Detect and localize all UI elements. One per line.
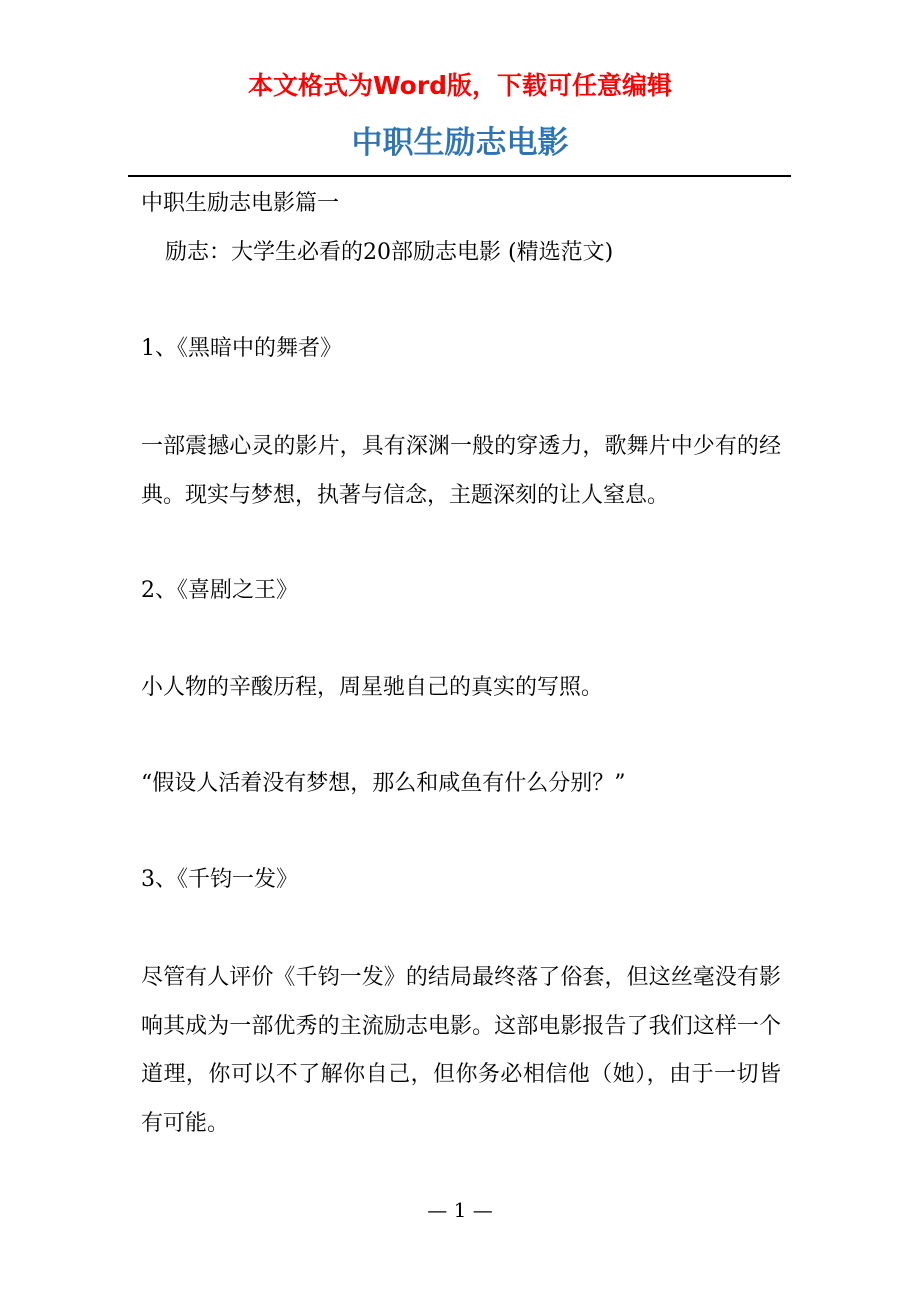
item-2-paragraph: 小人物的辛酸历程，周星驰自己的真实的写照。	[141, 675, 604, 700]
item-3-paragraph: 尽管有人评价《千钧一发》的结局最终落了俗套，但这丝毫没有影响其成为一部优秀的主流励志电影。这部电影报告了我们这样一个道理，你可以不了解你自己，但你务必相信他（她），由于一切皆有可能。	[141, 965, 781, 1136]
item-1-heading: 1、《黑暗中的舞者》	[141, 336, 342, 361]
title-divider	[128, 175, 791, 177]
document-title: 中职生励志电影	[351, 125, 569, 161]
item-3-heading: 3、《千钧一发》	[141, 867, 298, 892]
document-banner: 本文格式为Word版，下载可任意编辑	[247, 71, 673, 100]
page-number: — 1 —	[427, 1198, 493, 1222]
item-1-paragraph: 一部震撼心灵的影片，具有深渊一般的穿透力，歌舞片中少有的经典。现实与梦想，执著与信念，主题深刻的让人窒息。	[141, 434, 781, 508]
item-2-quote: “假设人活着没有梦想，那么和咸鱼有什么分别？”	[141, 771, 626, 796]
subtitle: 励志：大学生必看的20部励志电影 (精选范文)	[165, 240, 614, 265]
section-heading: 中职生励志电影篇一	[141, 191, 340, 216]
item-2-heading: 2、《喜剧之王》	[141, 578, 298, 603]
